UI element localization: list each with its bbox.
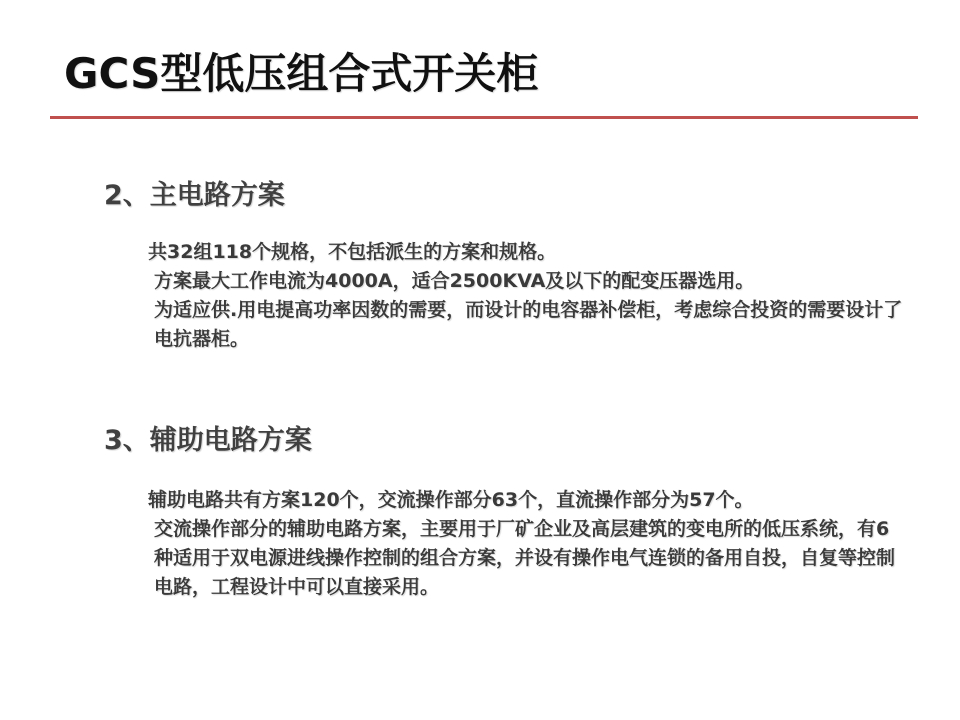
paragraph: 方案最大工作电流为4000A，适合2500KVA及以下的配变压器选用。 — [154, 270, 755, 292]
section-body-main-circuit — [104, 238, 904, 354]
section-heading-main-circuit: 2、主电路方案 — [104, 180, 285, 211]
title-divider — [50, 116, 918, 119]
slide-title: GCS型低压组合式开关柜 — [64, 49, 539, 98]
paragraph: 共32组118个规格，不包括派生的方案和规格。 — [148, 241, 557, 263]
paragraph: 为适应供.用电提高功率因数的需要，而设计的电容器补偿柜，考虑综合投资的需要设计了电抗器柜。 — [154, 299, 903, 350]
section-body-auxiliary-circuit — [104, 486, 904, 602]
paragraph: 辅助电路共有方案120个，交流操作部分63个，直流操作部分为57个。 — [148, 489, 754, 511]
section-heading-auxiliary-circuit: 3、辅助电路方案 — [104, 425, 312, 456]
paragraph: 交流操作部分的辅助电路方案，主要用于厂矿企业及高层建筑的变电所的低压系统，有6种适用于双电源进线操作控制的组合方案，并设有操作电气连锁的备用自投，自复等控制电路，工程设计中可以直接采用。 — [154, 518, 896, 598]
